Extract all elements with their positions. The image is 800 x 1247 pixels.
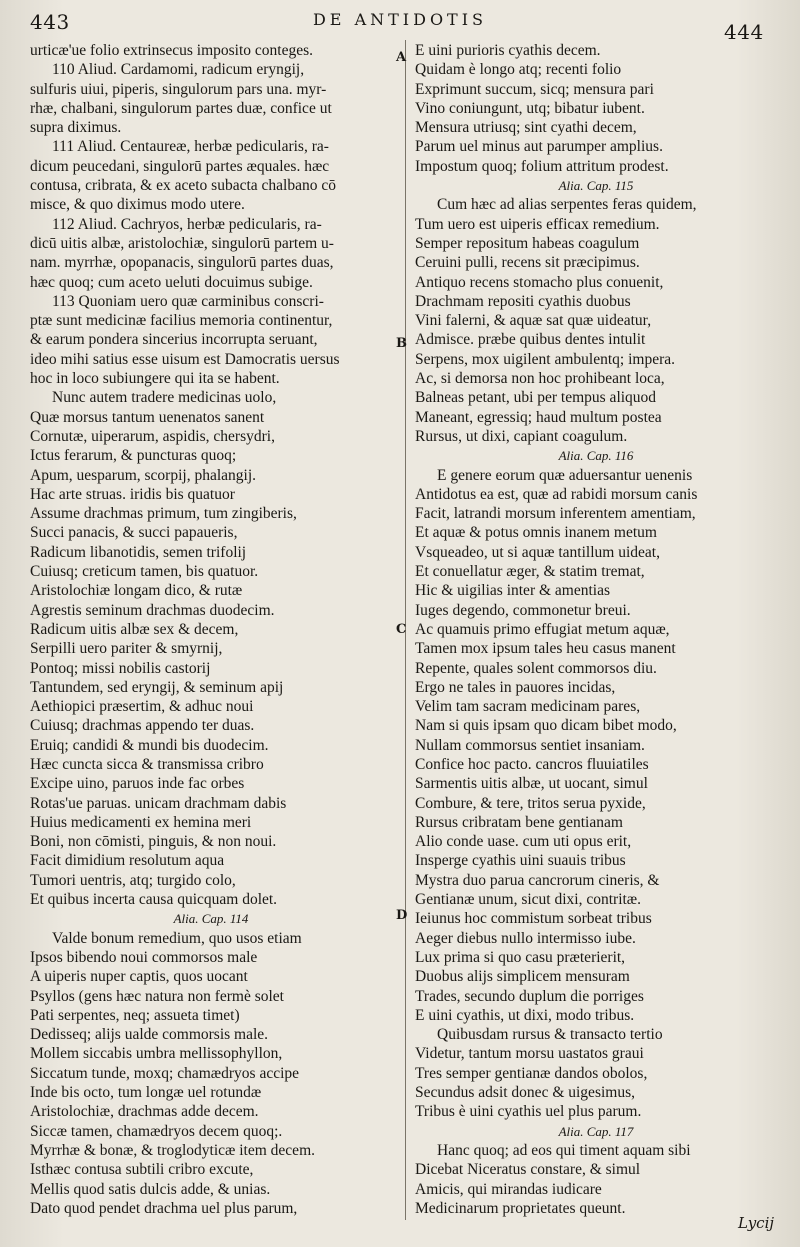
text-line: Antidotus ea est, quæ ad rabidi morsum canis xyxy=(415,485,698,503)
text-line: Repente, quales solent commorsos diu. xyxy=(415,659,657,677)
text-line: Et quibus incerta causa quicquam dolet. xyxy=(30,891,278,909)
text-line: Vino coniungunt, utq; bibatur iubent. xyxy=(415,99,645,117)
text-line: Radicum libanotidis, semen trifolij xyxy=(30,543,247,561)
text-line: Siccæ tamen, chamædryos decem quoq;. xyxy=(30,1122,283,1140)
text-line: misce, & quo diximus modo utere. xyxy=(30,196,245,214)
text-line: hæc quoq; cum aceto ueluti docuimus subige. xyxy=(30,273,313,291)
text-line: Ac quamuis primo effugiat metum aquæ, xyxy=(415,620,670,638)
text-line: Admisce. præbe quibus dentes intulit xyxy=(415,331,646,349)
text-line: Videtur, tantum morsu uastatos graui xyxy=(415,1045,644,1063)
text-line: Excipe uino, paruos inde fac orbes xyxy=(30,775,245,793)
text-line: Radicum uitis albæ sex & decem, xyxy=(30,620,239,638)
text-line: Ergo ne tales in pauores incidas, xyxy=(415,678,616,696)
text-line: Cuiusq; drachmas appendo ter duas. xyxy=(30,717,255,735)
text-line: Quæ morsus tantum uenenatos sanent xyxy=(30,408,265,426)
text-line: Sarmentis uitis albæ, ut uocant, simul xyxy=(415,775,648,793)
text-line: Assume drachmas primum, tum zingiberis, xyxy=(30,505,297,523)
text-line: Balneas petant, ubi per tempus aliquod xyxy=(415,389,657,407)
text-line: Parum uel minus aut parumper amplius. xyxy=(415,138,663,156)
text-line: Ipsos bibendo noui commorsos male xyxy=(30,948,258,966)
text-line: Huius medicamenti ex hemina meri xyxy=(30,813,252,831)
text-line: Tribus è uini cyathis uel plus parum. xyxy=(415,1103,642,1121)
text-line: nam. myrrhæ, opopanacis, singulorū partes duas, xyxy=(30,254,334,272)
margin-letter: C xyxy=(396,622,407,637)
text-line: contusa, cribrata, & ex aceto subacta chalbano cō xyxy=(30,177,336,195)
text-line: Iuges degendo, commonetur breui. xyxy=(415,601,631,619)
text-line: Maneant, egressiq; haud multum postea xyxy=(415,408,662,426)
text-line: Quidam è longo atq; recenti folio xyxy=(415,61,622,79)
text-line: Amicis, qui mirandas iudicare xyxy=(415,1180,602,1198)
text-line: Hac arte struas. iridis bis quatuor xyxy=(30,485,235,503)
text-line: Dicebat Niceratus constare, & simul xyxy=(415,1161,641,1179)
chapter-heading: Alia. Cap. 116 xyxy=(558,448,634,464)
chapter-heading: Alia. Cap. 115 xyxy=(558,178,634,194)
text-line: Confice hoc pacto. cancros fluuiatiles xyxy=(415,755,649,773)
text-line: Myrrhæ & bonæ, & troglodyticæ item decem. xyxy=(30,1141,315,1159)
text-line: hoc in loco subiungere qui ita se habent. xyxy=(30,370,280,388)
text-line: Mellis quod satis dulcis adde, & unias. xyxy=(30,1180,271,1198)
text-line: Cuiusq; creticum tamen, bis quatuor. xyxy=(30,563,259,581)
text-line: Gentianæ unum, sicut dixi, contritæ. xyxy=(415,891,642,909)
chapter-heading: Alia. Cap. 114 xyxy=(173,911,249,927)
text-line: Trades, secundo duplum die porriges xyxy=(415,987,644,1005)
left-text-column xyxy=(30,41,392,1218)
text-line: Hic & uigilias inter & amentias xyxy=(415,582,610,600)
text-line: Serpens, mox uigilent ambulentq; impera. xyxy=(415,350,676,368)
text-line: rhæ, chalbani, singulorum partes duæ, confice ut xyxy=(30,99,332,117)
text-line: Aristolochiæ longam dico, & rutæ xyxy=(30,582,243,600)
text-line: Tum uero est uiperis efficax remedium. xyxy=(415,215,660,233)
text-line: Quibusdam rursus & transacto tertio xyxy=(437,1026,663,1044)
text-line: Nam si quis ipsam quo dicam bibet modo, xyxy=(415,717,677,735)
text-line: Rursus cribratam bene gentianam xyxy=(415,813,623,831)
text-line: Hæc cuncta sicca & transmissa cribro xyxy=(30,755,264,773)
text-line: Inde bis octo, tum longæ uel rotundæ xyxy=(30,1084,262,1102)
text-line: Rursus, ut dixi, capiant coagulum. xyxy=(415,427,628,445)
margin-letter: D xyxy=(396,908,408,923)
text-line: urticæ'ue folio extrinsecus imposito conteges. xyxy=(30,42,314,59)
text-line: dicū uitis albæ, aristolochiæ, singulorū partem u- xyxy=(30,234,334,252)
text-line: Drachmam repositi cyathis duobus xyxy=(415,292,631,310)
text-line: Et aquæ & potus omnis inanem metum xyxy=(415,524,657,542)
folio-number-right: 444 xyxy=(724,20,764,44)
text-line: Nunc autem tradere medicinas uolo, xyxy=(52,389,277,407)
text-line: Ictus ferarum, & puncturas quoq; xyxy=(30,447,237,465)
text-line: Facit dimidium resolutum aqua xyxy=(30,852,225,870)
text-line: Facit, latrandi morsum inferentem amentiam, xyxy=(415,505,696,523)
folio-number-left: 443 xyxy=(30,10,70,34)
text-line: Isthæc contusa subtili cribro excute, xyxy=(30,1161,254,1179)
text-line: Tantundem, sed eryngij, & seminum apij xyxy=(30,678,284,696)
text-line: Aristolochiæ, drachmas adde decem. xyxy=(30,1103,259,1121)
text-line: E genere eorum quæ aduersantur uenenis xyxy=(437,466,693,484)
text-line: Impostum quoq; folium attritum prodest. xyxy=(415,157,669,175)
text-line: Boni, non cōmisti, pinguis, & non noui. xyxy=(30,833,277,851)
text-line: Secundus adsit donec & uigesimus, xyxy=(415,1084,635,1102)
text-line: E uini cyathis, ut dixi, modo tribus. xyxy=(415,1006,635,1024)
text-line: Duobus alijs simplicem mensuram xyxy=(415,968,630,986)
text-line: Dato quod pendet drachma uel plus parum, xyxy=(30,1199,298,1217)
text-line: Mensura utriusq; sint cyathi decem, xyxy=(415,119,637,137)
text-line: Ceruini pulli, recens sit præcipimus. xyxy=(415,254,640,272)
text-line: 113 Quoniam uero quæ carminibus conscri- xyxy=(52,292,324,310)
text-line: 112 Aliud. Cachryos, herbæ pedicularis, ra- xyxy=(52,215,322,233)
text-line: Tumori uentris, atq; turgido colo, xyxy=(30,871,236,889)
margin-letter: A xyxy=(396,50,407,65)
text-line: Alio conde uase. cum uti opus erit, xyxy=(415,833,632,851)
running-head: DE ANTIDOTIS xyxy=(312,10,488,29)
text-line: Exprimunt succum, sicq; mensura pari xyxy=(415,80,654,98)
text-line: Aethiopici præsertim, & adhuc noui xyxy=(30,698,254,716)
text-line: Succi panacis, & succi papaueris, xyxy=(30,524,238,542)
text-line: supra diximus. xyxy=(30,119,122,137)
text-line: Tres semper gentianæ dandos obolos, xyxy=(415,1064,648,1082)
text-line: Velim tam sacram medicinam pares, xyxy=(415,698,641,716)
text-line: Mystra duo parua cancrorum cineris, & xyxy=(415,871,660,889)
text-line: Ieiunus hoc commistum sorbeat tribus xyxy=(415,910,652,928)
text-line: Cum hæc ad alias serpentes feras quidem, xyxy=(437,196,697,214)
text-line: Tamen mox ipsum tales heu casus manent xyxy=(415,640,676,658)
chapter-heading: Alia. Cap. 117 xyxy=(558,1123,634,1139)
text-line: Et conuellatur æger, & statim tremat, xyxy=(415,563,645,581)
text-line: sulfuris uiui, piperis, singulorum pars una. myr- xyxy=(30,80,327,98)
text-line: Ac, si demorsa non hoc prohibeant loca, xyxy=(415,370,665,388)
text-line: Apum, uesparum, scorpij, phalangij. xyxy=(30,466,256,484)
text-line: Combure, & tere, tritos serua pyxide, xyxy=(415,794,646,812)
text-line: Semper repositum habeas coagulum xyxy=(415,234,640,252)
text-line: Nullam commorsus sentiet insaniam. xyxy=(415,736,645,754)
text-line: Cornutæ, uiperarum, aspidis, chersydri, xyxy=(30,427,275,445)
text-line: Lux prima si quo casu præterierit, xyxy=(415,948,626,966)
text-line: Medicinarum proprietates queunt. xyxy=(415,1199,626,1217)
text-line: Dedisseq; alijs ualde commorsis male. xyxy=(30,1026,269,1044)
text-line: Pontoq; missi nobilis castorij xyxy=(30,659,211,677)
text-line: E uini purioris cyathis decem. xyxy=(415,42,601,59)
text-line: dicum peucedani, singulorū partes æquales. hæc xyxy=(30,157,330,175)
text-line: Mollem siccabis umbra mellissophyllon, xyxy=(30,1045,283,1063)
catchword: Lycij xyxy=(738,1214,775,1232)
margin-letter: B xyxy=(396,336,407,351)
text-line: Antiquo recens stomacho plus conuenit, xyxy=(415,273,664,291)
text-line: Valde bonum remedium, quo usos etiam xyxy=(52,929,302,947)
text-line: Hanc quoq; ad eos qui timent aquam sibi xyxy=(437,1141,691,1159)
text-line: Vini falerni, & aquæ sat quæ uideatur, xyxy=(415,312,652,330)
text-line: Psyllos (gens hæc natura non fermè solet xyxy=(30,987,284,1005)
text-line: Siccatum tunde, moxq; chamædryos accipe xyxy=(30,1064,300,1082)
text-line: 111 Aliud. Centaureæ, herbæ pedicularis, ra- xyxy=(52,138,329,156)
right-text-column xyxy=(415,41,777,1218)
text-line: A uiperis nuper captis, quos uocant xyxy=(30,968,248,986)
text-line: Rotas'ue paruas. unicam drachmam dabis xyxy=(30,794,287,812)
text-line: Aeger diebus nullo intermisso iube. xyxy=(415,929,636,947)
text-line: Serpilli uero pariter & smyrnij, xyxy=(30,640,223,658)
text-line: Vsqueadeo, ut si aquæ tantillum uideat, xyxy=(415,543,660,561)
text-line: Pati serpentes, neq; assueta timet) xyxy=(30,1006,240,1024)
text-line: ptæ sunt medicinæ facilius memoria continentur, xyxy=(30,312,333,330)
text-line: & earum pondera sincerius incorrupta seruant, xyxy=(30,331,318,349)
text-line: 110 Aliud. Cardamomi, radicum eryngij, xyxy=(52,61,305,79)
text-line: Agrestis seminum drachmas duodecim. xyxy=(30,601,275,619)
text-line: Eruiq; candidi & mundi bis duodecim. xyxy=(30,736,269,754)
text-line: Insperge cyathis uini suauis tribus xyxy=(415,852,626,870)
text-line: ideo mihi satius esse uisum est Damocratis uersus xyxy=(30,350,340,368)
